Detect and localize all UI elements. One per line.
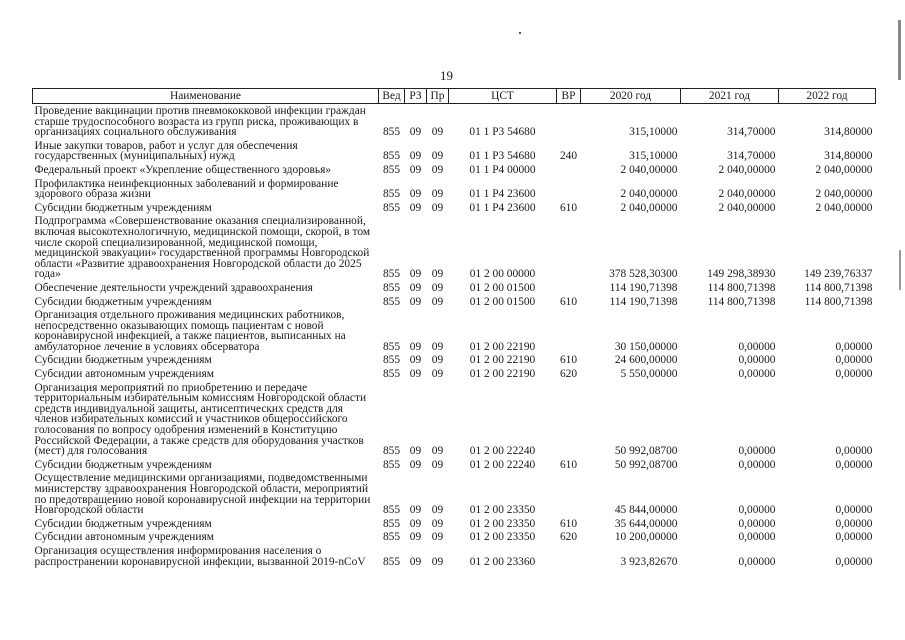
row-2022: 2 040,00000: [815, 163, 873, 176]
row-rz: 09: [409, 126, 422, 139]
row-2021: 0,00000: [738, 354, 776, 367]
row-2021: 2 040,00000: [718, 201, 776, 214]
row-rz: 09: [409, 531, 422, 544]
row-2022: 2 040,00000: [815, 201, 873, 214]
row-rz: 09: [409, 188, 422, 201]
row-name: Субсидии бюджетным учреждениям: [34, 458, 212, 471]
row-vr: [557, 381, 581, 458]
row-rz: 09: [409, 268, 422, 281]
row-name: Осуществление медицинскими организациями, подведомственными министерству здравоохранения Новгородской области, мероприятий по предотвращению новой коронавирусной инфекции на территории Новгородской области: [34, 472, 371, 517]
table-row: [33, 177, 876, 201]
row-ved: 855: [382, 201, 401, 214]
row-ved: 855: [382, 340, 401, 353]
row-2022: 0,00000: [835, 368, 873, 381]
row-cst: 01 2 00 22190: [469, 354, 536, 367]
row-cst: 01 2 00 23360: [469, 555, 536, 568]
row-vr: [557, 177, 581, 201]
row-2021: 0,00000: [738, 458, 776, 471]
row-2020: 3 923,82670: [620, 555, 678, 568]
row-pr: 09: [431, 504, 444, 517]
row-2022: 0,00000: [835, 517, 873, 530]
row-pr: 09: [431, 445, 444, 458]
row-vr: [557, 308, 581, 353]
row-2021: 114 800,71398: [707, 295, 776, 308]
row-2021: 2 040,00000: [718, 188, 776, 201]
row-ved: 855: [382, 163, 401, 176]
row-ved: 855: [382, 281, 401, 294]
table-header-row: [33, 89, 876, 104]
row-cst: 01 2 00 23350: [469, 504, 536, 517]
row-name: Субсидии бюджетным учреждениям: [34, 201, 212, 214]
row-2020: 50 992,08700: [614, 458, 678, 471]
header-2020: 2020 год: [581, 89, 681, 104]
row-ved: 855: [382, 531, 401, 544]
row-cst: 01 2 00 22190: [469, 340, 536, 353]
row-pr: 09: [431, 368, 444, 381]
scan-edge-mark: [898, 20, 901, 80]
row-2020: 5 550,00000: [620, 368, 678, 381]
row-2021: 0,00000: [738, 531, 776, 544]
row-vr: 610: [559, 517, 578, 530]
scan-speck: [519, 32, 521, 34]
row-2022: 0,00000: [835, 504, 873, 517]
table-row: [33, 530, 876, 544]
row-rz: 09: [409, 504, 422, 517]
table-row: [33, 104, 876, 139]
row-vr: 610: [559, 458, 578, 471]
row-rz: 09: [409, 163, 422, 176]
row-cst: 01 2 00 00000: [469, 268, 536, 281]
row-vr: [557, 471, 581, 516]
row-name: Субсидии бюджетным учреждениям: [34, 295, 212, 308]
row-rz: 09: [409, 354, 422, 367]
row-2020: 315,10000: [629, 126, 678, 139]
row-2020: 24 600,00000: [614, 354, 678, 367]
row-2022: 0,00000: [835, 531, 873, 544]
table-body: [33, 104, 876, 569]
row-pr: 09: [431, 268, 444, 281]
row-name: Профилактика неинфекционных заболеваний и формирование здорового образа жизни: [34, 177, 339, 201]
row-pr: 09: [431, 126, 444, 139]
row-pr: 09: [431, 281, 444, 294]
row-cst: 01 2 00 01500: [469, 295, 536, 308]
row-vr: [557, 281, 581, 295]
row-cst: 01 1 Р4 00000: [469, 163, 536, 176]
row-cst: 01 2 00 22240: [469, 458, 536, 471]
row-ved: 855: [382, 555, 401, 568]
table-row: [33, 367, 876, 381]
row-2022: 114 800,71398: [804, 281, 873, 294]
row-ved: 855: [382, 445, 401, 458]
row-2021: 0,00000: [738, 555, 776, 568]
table-row: [33, 353, 876, 367]
row-2020: 2 040,00000: [620, 188, 678, 201]
row-cst: 01 2 00 23350: [469, 531, 536, 544]
row-2020: 315,10000: [629, 150, 678, 163]
row-ved: 855: [382, 368, 401, 381]
table-row: [33, 295, 876, 309]
row-2021: 314,70000: [727, 150, 776, 163]
row-ved: 855: [382, 126, 401, 139]
table-row: [33, 201, 876, 215]
row-2021: 2 040,00000: [718, 163, 776, 176]
row-2021: 0,00000: [738, 445, 776, 458]
row-rz: 09: [409, 295, 422, 308]
row-ved: 855: [382, 295, 401, 308]
scan-edge-mark: [899, 250, 901, 290]
header-cst: ЦСТ: [449, 89, 557, 104]
row-rz: 09: [409, 368, 422, 381]
row-vr: 610: [559, 201, 578, 214]
row-pr: 09: [431, 188, 444, 201]
row-2020: 10 200,00000: [614, 531, 678, 544]
row-cst: 01 1 Р4 23600: [469, 201, 536, 214]
table-row: [33, 381, 876, 458]
row-pr: 09: [431, 295, 444, 308]
row-ved: 855: [382, 504, 401, 517]
row-cst: 01 1 Р3 54680: [469, 150, 536, 163]
row-ved: 855: [382, 517, 401, 530]
header-2022: 2022 год: [779, 89, 876, 104]
row-ved: 855: [382, 268, 401, 281]
row-vr: 610: [559, 295, 578, 308]
row-2022: 0,00000: [835, 354, 873, 367]
row-pr: 09: [431, 555, 444, 568]
row-2020: 30 150,00000: [614, 340, 678, 353]
row-vr: 620: [559, 531, 578, 544]
row-pr: 09: [431, 458, 444, 471]
row-pr: 09: [431, 340, 444, 353]
row-cst: 01 2 00 22240: [469, 445, 536, 458]
row-cst: 01 2 00 23350: [469, 517, 536, 530]
table-row: [33, 163, 876, 177]
row-cst: 01 1 Р3 54680: [469, 126, 536, 139]
row-pr: 09: [431, 517, 444, 530]
row-pr: 09: [431, 354, 444, 367]
row-pr: 09: [431, 201, 444, 214]
row-rz: 09: [409, 517, 422, 530]
row-rz: 09: [409, 458, 422, 471]
table-row: [33, 458, 876, 472]
header-2021: 2021 год: [681, 89, 779, 104]
row-name: Субсидии бюджетным учреждениям: [34, 517, 212, 530]
row-vr: [557, 163, 581, 177]
row-name: Организация отдельного проживания медицинских работников, непосредственно оказывающих помощь пациентам с новой коронавирусной инфекцией, а также пациентов, выписанных на амбулаторное лечение в условиях обсерватора: [34, 309, 346, 353]
row-vr: 620: [559, 368, 578, 381]
budget-table: [32, 88, 876, 568]
row-2020: 2 040,00000: [620, 201, 678, 214]
row-2020: 114 190,71398: [609, 281, 678, 294]
row-cst: 01 1 Р4 23600: [469, 188, 536, 201]
row-vr: 610: [559, 354, 578, 367]
row-2022: 0,00000: [835, 458, 873, 471]
header-name: Наименование: [33, 89, 379, 104]
row-2020: 45 844,00000: [614, 504, 678, 517]
row-ved: 855: [382, 150, 401, 163]
row-rz: 09: [409, 150, 422, 163]
row-2022: 0,00000: [835, 445, 873, 458]
row-name: Иные закупки товаров, работ и услуг для обеспечения государственных (муниципальных) нужд: [34, 139, 298, 163]
row-ved: 855: [382, 458, 401, 471]
table-row: [33, 281, 876, 295]
row-cst: 01 2 00 22190: [469, 368, 536, 381]
row-2022: 0,00000: [835, 340, 873, 353]
row-name: Федеральный проект «Укрепление общественного здоровья»: [34, 163, 332, 176]
row-2022: 314,80000: [824, 150, 873, 163]
header-vr: ВР: [557, 89, 581, 104]
row-2022: 314,80000: [824, 126, 873, 139]
page-number: 19: [440, 68, 453, 83]
row-name: Субсидии бюджетным учреждениям: [34, 354, 212, 367]
row-name: Организация мероприятий по приобретению и передаче территориальным избирательным комиссиям Новгородской области средств индивидуальной защиты, антисептических средств для членов избирательных комиссий и участников общероссийского голосования по вопросу одобрения изменений в Конституцию Российской Федерации, а также средств для оборудования участков (мест) для голосования: [34, 381, 367, 458]
row-name: Подпрограмма «Совершенствование оказания специализированной, включая высокотехнологичную, медицинской помощи, скорой, в том числе скорой специализированной, медицинской помощи, медицинской эвакуации» государственной программы Новгородской области «Развитие здравоохранения Новгородской области до 2025 года»: [34, 215, 371, 281]
row-rz: 09: [409, 281, 422, 294]
row-2020: 378 528,30300: [609, 268, 678, 281]
row-2020: 114 190,71398: [609, 295, 678, 308]
row-2022: 114 800,71398: [804, 295, 873, 308]
row-2021: 149 298,38930: [707, 268, 776, 281]
row-pr: 09: [431, 531, 444, 544]
row-pr: 09: [431, 150, 444, 163]
row-2022: 0,00000: [835, 555, 873, 568]
row-vr: [557, 104, 581, 139]
row-2022: 2 040,00000: [815, 188, 873, 201]
row-name: Субсидии автономным учреждениям: [34, 531, 214, 544]
table-row: [33, 544, 876, 568]
row-2021: 314,70000: [727, 126, 776, 139]
table-row: [33, 308, 876, 353]
row-rz: 09: [409, 201, 422, 214]
header-pr: Пр: [427, 89, 449, 104]
table-row: [33, 214, 876, 281]
row-2021: 0,00000: [738, 504, 776, 517]
row-vr: [557, 214, 581, 281]
row-rz: 09: [409, 340, 422, 353]
row-rz: 09: [409, 555, 422, 568]
row-rz: 09: [409, 445, 422, 458]
row-2021: 114 800,71398: [707, 281, 776, 294]
table-row: [33, 139, 876, 163]
row-vr: 240: [559, 150, 578, 163]
row-2020: 50 992,08700: [614, 445, 678, 458]
row-name: Проведение вакцинации против пневмококковой инфекции граждан старше трудоспособного возраста из групп риска, проживающих в организациях социального обслуживания: [34, 105, 366, 139]
header-rz: РЗ: [405, 89, 427, 104]
row-2020: 35 644,00000: [614, 517, 678, 530]
row-name: Обеспечение деятельности учреждений здравоохранения: [34, 281, 313, 294]
row-vr: [557, 544, 581, 568]
row-name: Организация осуществления информирования населения о распространении коронавирусной инфекции, вызванной 2019-nCoV: [34, 544, 366, 568]
table-row: [33, 471, 876, 516]
row-ved: 855: [382, 188, 401, 201]
row-name: Субсидии автономным учреждениям: [34, 368, 214, 381]
header-ved: Вед: [379, 89, 405, 104]
row-2021: 0,00000: [738, 517, 776, 530]
row-ved: 855: [382, 354, 401, 367]
table-row: [33, 517, 876, 531]
row-cst: 01 2 00 01500: [469, 281, 536, 294]
row-2021: 0,00000: [738, 368, 776, 381]
row-2022: 149 239,76337: [804, 268, 873, 281]
row-2020: 2 040,00000: [620, 163, 678, 176]
row-2021: 0,00000: [738, 340, 776, 353]
row-pr: 09: [431, 163, 444, 176]
